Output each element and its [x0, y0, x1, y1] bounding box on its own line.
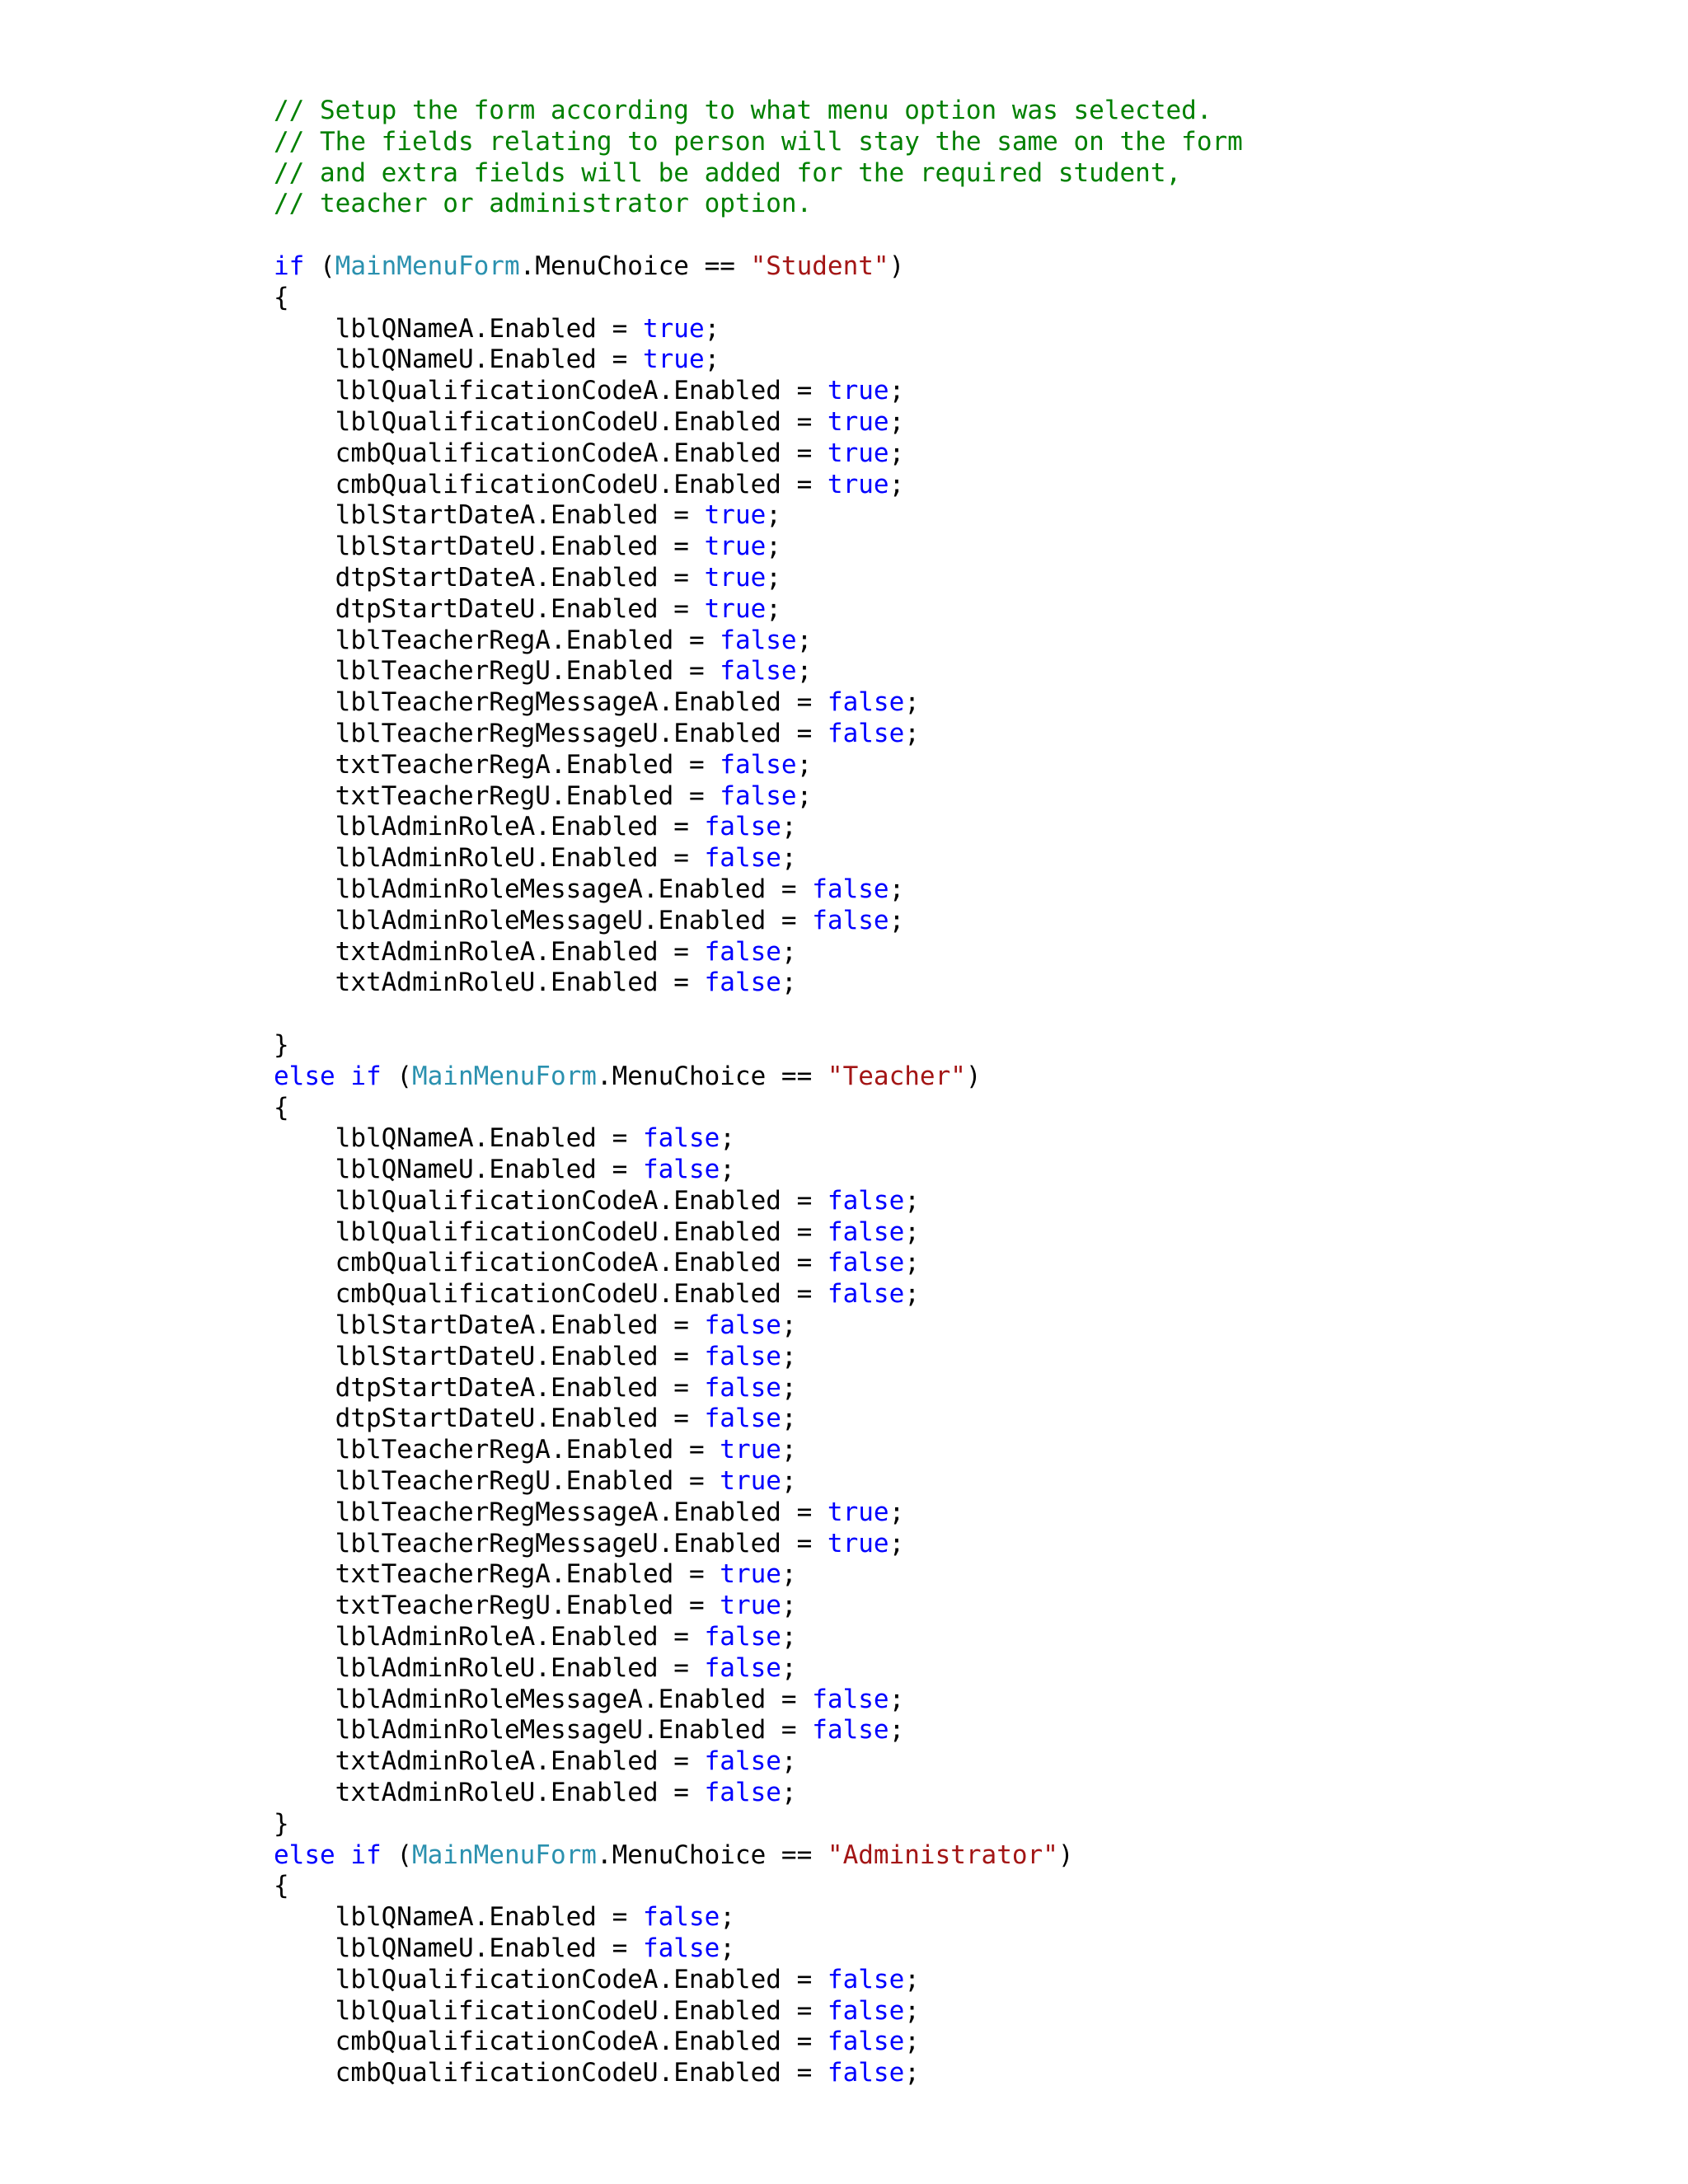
code-line: {	[274, 1871, 289, 1901]
code-line: lblQNameU.Enabled = true;	[335, 344, 720, 375]
code-line: // Setup the form according to what menu option was selected.	[274, 96, 1212, 125]
code-listing	[274, 96, 1243, 2089]
code-line: cmbQualificationCodeA.Enabled = false;	[335, 2027, 920, 2057]
code-line: lblAdminRoleMessageA.Enabled = false;	[335, 1684, 905, 1714]
code-line: lblQNameU.Enabled = false;	[335, 1155, 735, 1185]
code-line: cmbQualificationCodeU.Enabled = true;	[335, 469, 905, 499]
code-line: lblQualificationCodeU.Enabled = false;	[335, 1216, 920, 1247]
code-line: txtAdminRoleA.Enabled = false;	[335, 936, 797, 967]
code-line: cmbQualificationCodeU.Enabled = false;	[335, 1279, 920, 1310]
code-line: lblAdminRoleA.Enabled = false;	[335, 812, 797, 842]
code-line: lblQNameA.Enabled = false;	[335, 1902, 735, 1933]
code-line: txtAdminRoleU.Enabled = false;	[335, 968, 797, 998]
code-line: // teacher or administrator option.	[274, 189, 813, 219]
code-line: lblTeacherRegMessageA.Enabled = false;	[335, 687, 920, 718]
code-line: lblQualificationCodeA.Enabled = true;	[335, 376, 905, 406]
code-line	[274, 220, 1243, 251]
code-line: lblStartDateA.Enabled = true;	[335, 500, 781, 531]
code-line: lblStartDateU.Enabled = true;	[335, 532, 781, 562]
code-line: cmbQualificationCodeA.Enabled = true;	[335, 438, 905, 468]
code-line: dtpStartDateA.Enabled = false;	[335, 1372, 797, 1403]
code-line: if (MainMenuForm.MenuChoice == "Student")	[274, 251, 905, 281]
code-line: cmbQualificationCodeA.Enabled = false;	[335, 1248, 920, 1278]
code-line: lblQualificationCodeU.Enabled = false;	[335, 1995, 920, 2026]
code-line: lblAdminRoleMessageA.Enabled = false;	[335, 874, 905, 904]
code-line: // and extra fields will be added for the required student,	[274, 157, 1182, 188]
code-line: txtTeacherRegU.Enabled = false;	[335, 780, 813, 811]
code-line: txtAdminRoleU.Enabled = false;	[335, 1778, 797, 1808]
code-line: lblQNameU.Enabled = false;	[335, 1933, 735, 1964]
code-line: txtTeacherRegU.Enabled = true;	[335, 1591, 797, 1621]
code-line: txtAdminRoleA.Enabled = false;	[335, 1746, 797, 1777]
code-line: {	[274, 1092, 289, 1122]
code-line: txtTeacherRegA.Enabled = false;	[335, 749, 813, 780]
code-line: lblAdminRoleU.Enabled = false;	[335, 1652, 797, 1683]
code-line: lblTeacherRegU.Enabled = false;	[335, 656, 813, 687]
code-line: else if (MainMenuForm.MenuChoice == "Administrator")	[274, 1840, 1074, 1870]
code-line: lblStartDateA.Enabled = false;	[335, 1310, 797, 1341]
code-line: lblStartDateU.Enabled = false;	[335, 1341, 797, 1371]
code-line: cmbQualificationCodeU.Enabled = false;	[335, 2058, 920, 2088]
code-line: lblAdminRoleMessageU.Enabled = false;	[335, 1715, 905, 1746]
code-line: dtpStartDateA.Enabled = true;	[335, 562, 781, 593]
code-line: lblAdminRoleU.Enabled = false;	[335, 843, 797, 874]
code-line: }	[274, 1808, 289, 1839]
code-line: lblTeacherRegA.Enabled = true;	[335, 1435, 797, 1465]
code-line: lblTeacherRegMessageU.Enabled = true;	[335, 1528, 905, 1558]
code-line: lblQNameA.Enabled = true;	[335, 313, 720, 344]
code-line: lblTeacherRegMessageA.Enabled = true;	[335, 1497, 905, 1527]
code-line: // The fields relating to person will stay the same on the form	[274, 126, 1243, 157]
code-line: lblQualificationCodeA.Enabled = false;	[335, 1185, 920, 1216]
code-line: dtpStartDateU.Enabled = false;	[335, 1404, 797, 1434]
code-line: lblQualificationCodeU.Enabled = true;	[335, 406, 905, 437]
code-line	[274, 999, 1243, 1030]
code-line: lblQualificationCodeA.Enabled = false;	[335, 1964, 920, 1994]
code-line: lblTeacherRegU.Enabled = true;	[335, 1466, 797, 1497]
code-line: else if (MainMenuForm.MenuChoice == "Teacher")	[274, 1061, 982, 1091]
code-line: lblTeacherRegMessageU.Enabled = false;	[335, 718, 920, 748]
code-line: dtpStartDateU.Enabled = true;	[335, 593, 781, 624]
code-line: lblAdminRoleA.Enabled = false;	[335, 1622, 797, 1652]
code-line: }	[274, 1029, 289, 1060]
code-line: lblTeacherRegA.Enabled = false;	[335, 625, 813, 655]
code-line: lblQNameA.Enabled = false;	[335, 1123, 735, 1154]
code-line: lblAdminRoleMessageU.Enabled = false;	[335, 905, 905, 935]
code-line: txtTeacherRegA.Enabled = true;	[335, 1559, 797, 1590]
code-line: {	[274, 282, 289, 312]
